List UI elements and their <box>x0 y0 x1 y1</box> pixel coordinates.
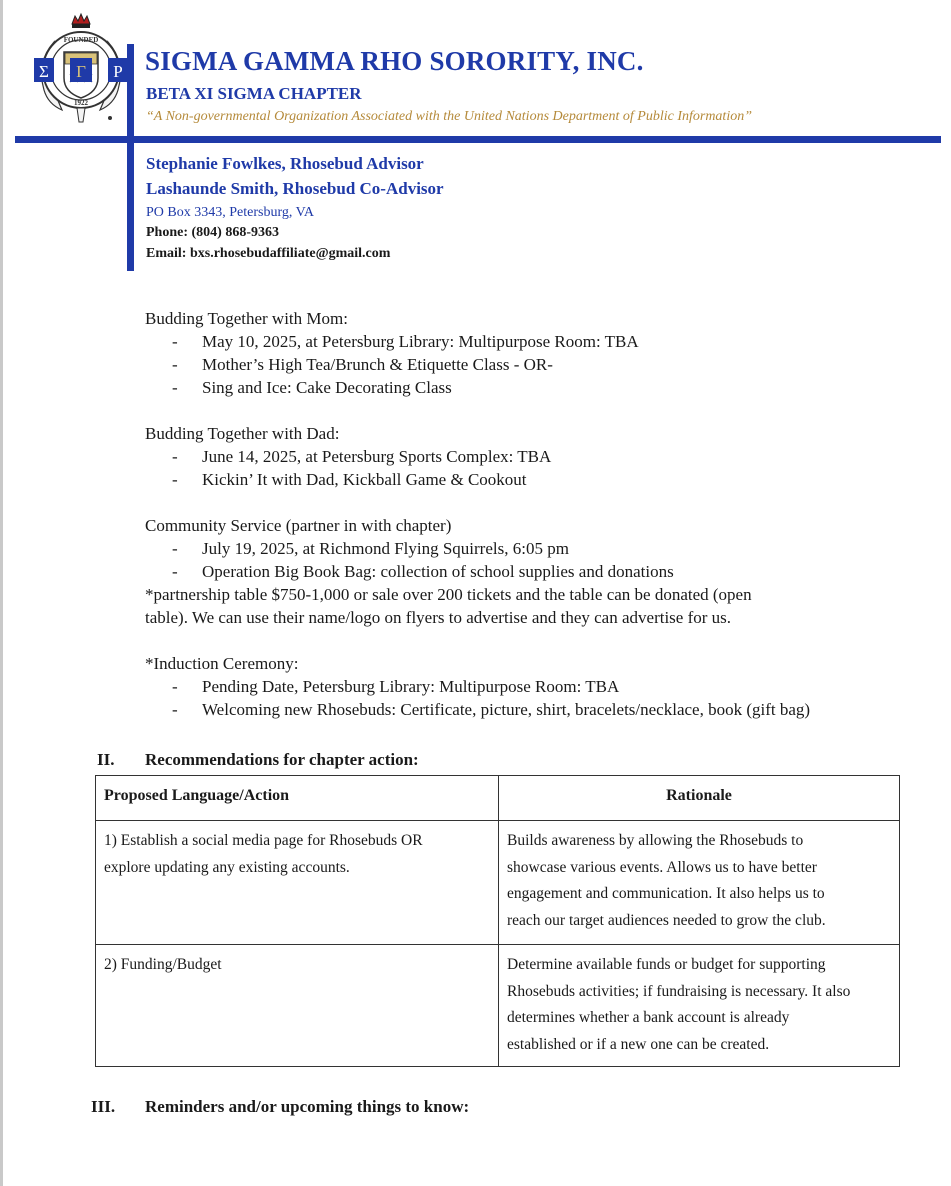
table-cell-action: 2) Funding/Budget <box>95 944 499 1067</box>
table-header-rationale: Rationale <box>498 775 900 821</box>
list-item: - Mother’s High Tea/Brunch & Etiquette Class - OR- <box>172 355 553 374</box>
table-cell-rationale: Builds awareness by allowing the Rhosebuds to showcase various events. Allows us to have better engagement and communication. It also helps us to reach our target audiences needed to grow the club. <box>498 820 900 945</box>
email-line <box>146 246 390 262</box>
list-item: - July 19, 2025, at Richmond Flying Squirrels, 6:05 pm <box>172 539 569 558</box>
mailing-address: PO Box 3343, Petersburg, VA <box>146 205 315 220</box>
event-title-community-service: Community Service (partner in with chapter) <box>145 516 452 535</box>
org-tagline: “A Non-governmental Organization Associated with the United Nations Department of Public Information” <box>146 109 752 124</box>
email-address[interactable]: bxs.rhosebudaffiliate@gmail.com <box>189 246 391 261</box>
section-3-title: Reminders and/or upcoming things to know: <box>145 1097 470 1116</box>
list-item: - June 14, 2025, at Petersburg Sports Complex: TBA <box>172 447 552 466</box>
partnership-note: *partnership table $750-1,000 or sale over 200 tickets and the table can be donated (open <box>145 585 752 604</box>
page-edge <box>0 0 3 1186</box>
svg-text:Ρ: Ρ <box>113 62 123 81</box>
section-2-title: Recommendations for chapter action: <box>145 750 419 769</box>
advisor-name: Stephanie Fowlkes, Rhosebud Advisor <box>146 154 424 173</box>
list-item: - Welcoming new Rhosebuds: Certificate, picture, shirt, bracelets/necklace, book (gift bag) <box>172 700 811 719</box>
header-vertical-rule <box>127 44 134 271</box>
table-cell-action: 1) Establish a social media page for Rhosebuds OR explore updating any existing accounts. <box>95 820 499 945</box>
phone-label: Phone: <box>146 225 188 240</box>
recommendations-table <box>95 775 900 1067</box>
svg-text:FOUNDED: FOUNDED <box>63 36 99 44</box>
section-2-number: II. <box>97 750 115 769</box>
org-name: SIGMA GAMMA RHO SORORITY, INC. <box>145 46 644 76</box>
list-item: - Operation Big Book Bag: collection of school supplies and donations <box>172 562 674 581</box>
section-3-number: III. <box>91 1097 116 1116</box>
svg-text:Γ: Γ <box>76 62 86 81</box>
event-title-mom: Budding Together with Mom: <box>145 309 348 328</box>
svg-text:1922: 1922 <box>74 99 88 107</box>
header-horizontal-rule <box>15 136 941 143</box>
chapter-name: BETA XI SIGMA CHAPTER <box>146 84 362 103</box>
list-item: - Pending Date, Petersburg Library: Multipurpose Room: TBA <box>172 677 620 696</box>
event-title-dad: Budding Together with Dad: <box>145 424 340 443</box>
table-cell-rationale: Determine available funds or budget for supporting Rhosebuds activities; if fundraising is necessary. It also determines whether a bank account is already established or if a new one can be created. <box>498 944 900 1067</box>
co-advisor-name: Lashaunde Smith, Rhosebud Co-Advisor <box>146 179 444 198</box>
partnership-note: table). We can use their name/logo on flyers to advertise and they can advertise for us. <box>145 608 732 627</box>
sorority-crest-logo <box>34 12 128 128</box>
phone-line <box>146 225 279 241</box>
list-item: - Kickin’ It with Dad, Kickball Game & Cookout <box>172 470 527 489</box>
list-item: - Sing and Ice: Cake Decorating Class <box>172 378 452 397</box>
svg-text:Σ: Σ <box>39 62 49 81</box>
phone-number: (804) 868-9363 <box>191 225 279 240</box>
event-title-induction: *Induction Ceremony: <box>145 654 299 673</box>
list-item: - May 10, 2025, at Petersburg Library: Multipurpose Room: TBA <box>172 332 639 351</box>
table-header-action: Proposed Language/Action <box>95 775 499 821</box>
email-label: Email: <box>146 246 187 261</box>
